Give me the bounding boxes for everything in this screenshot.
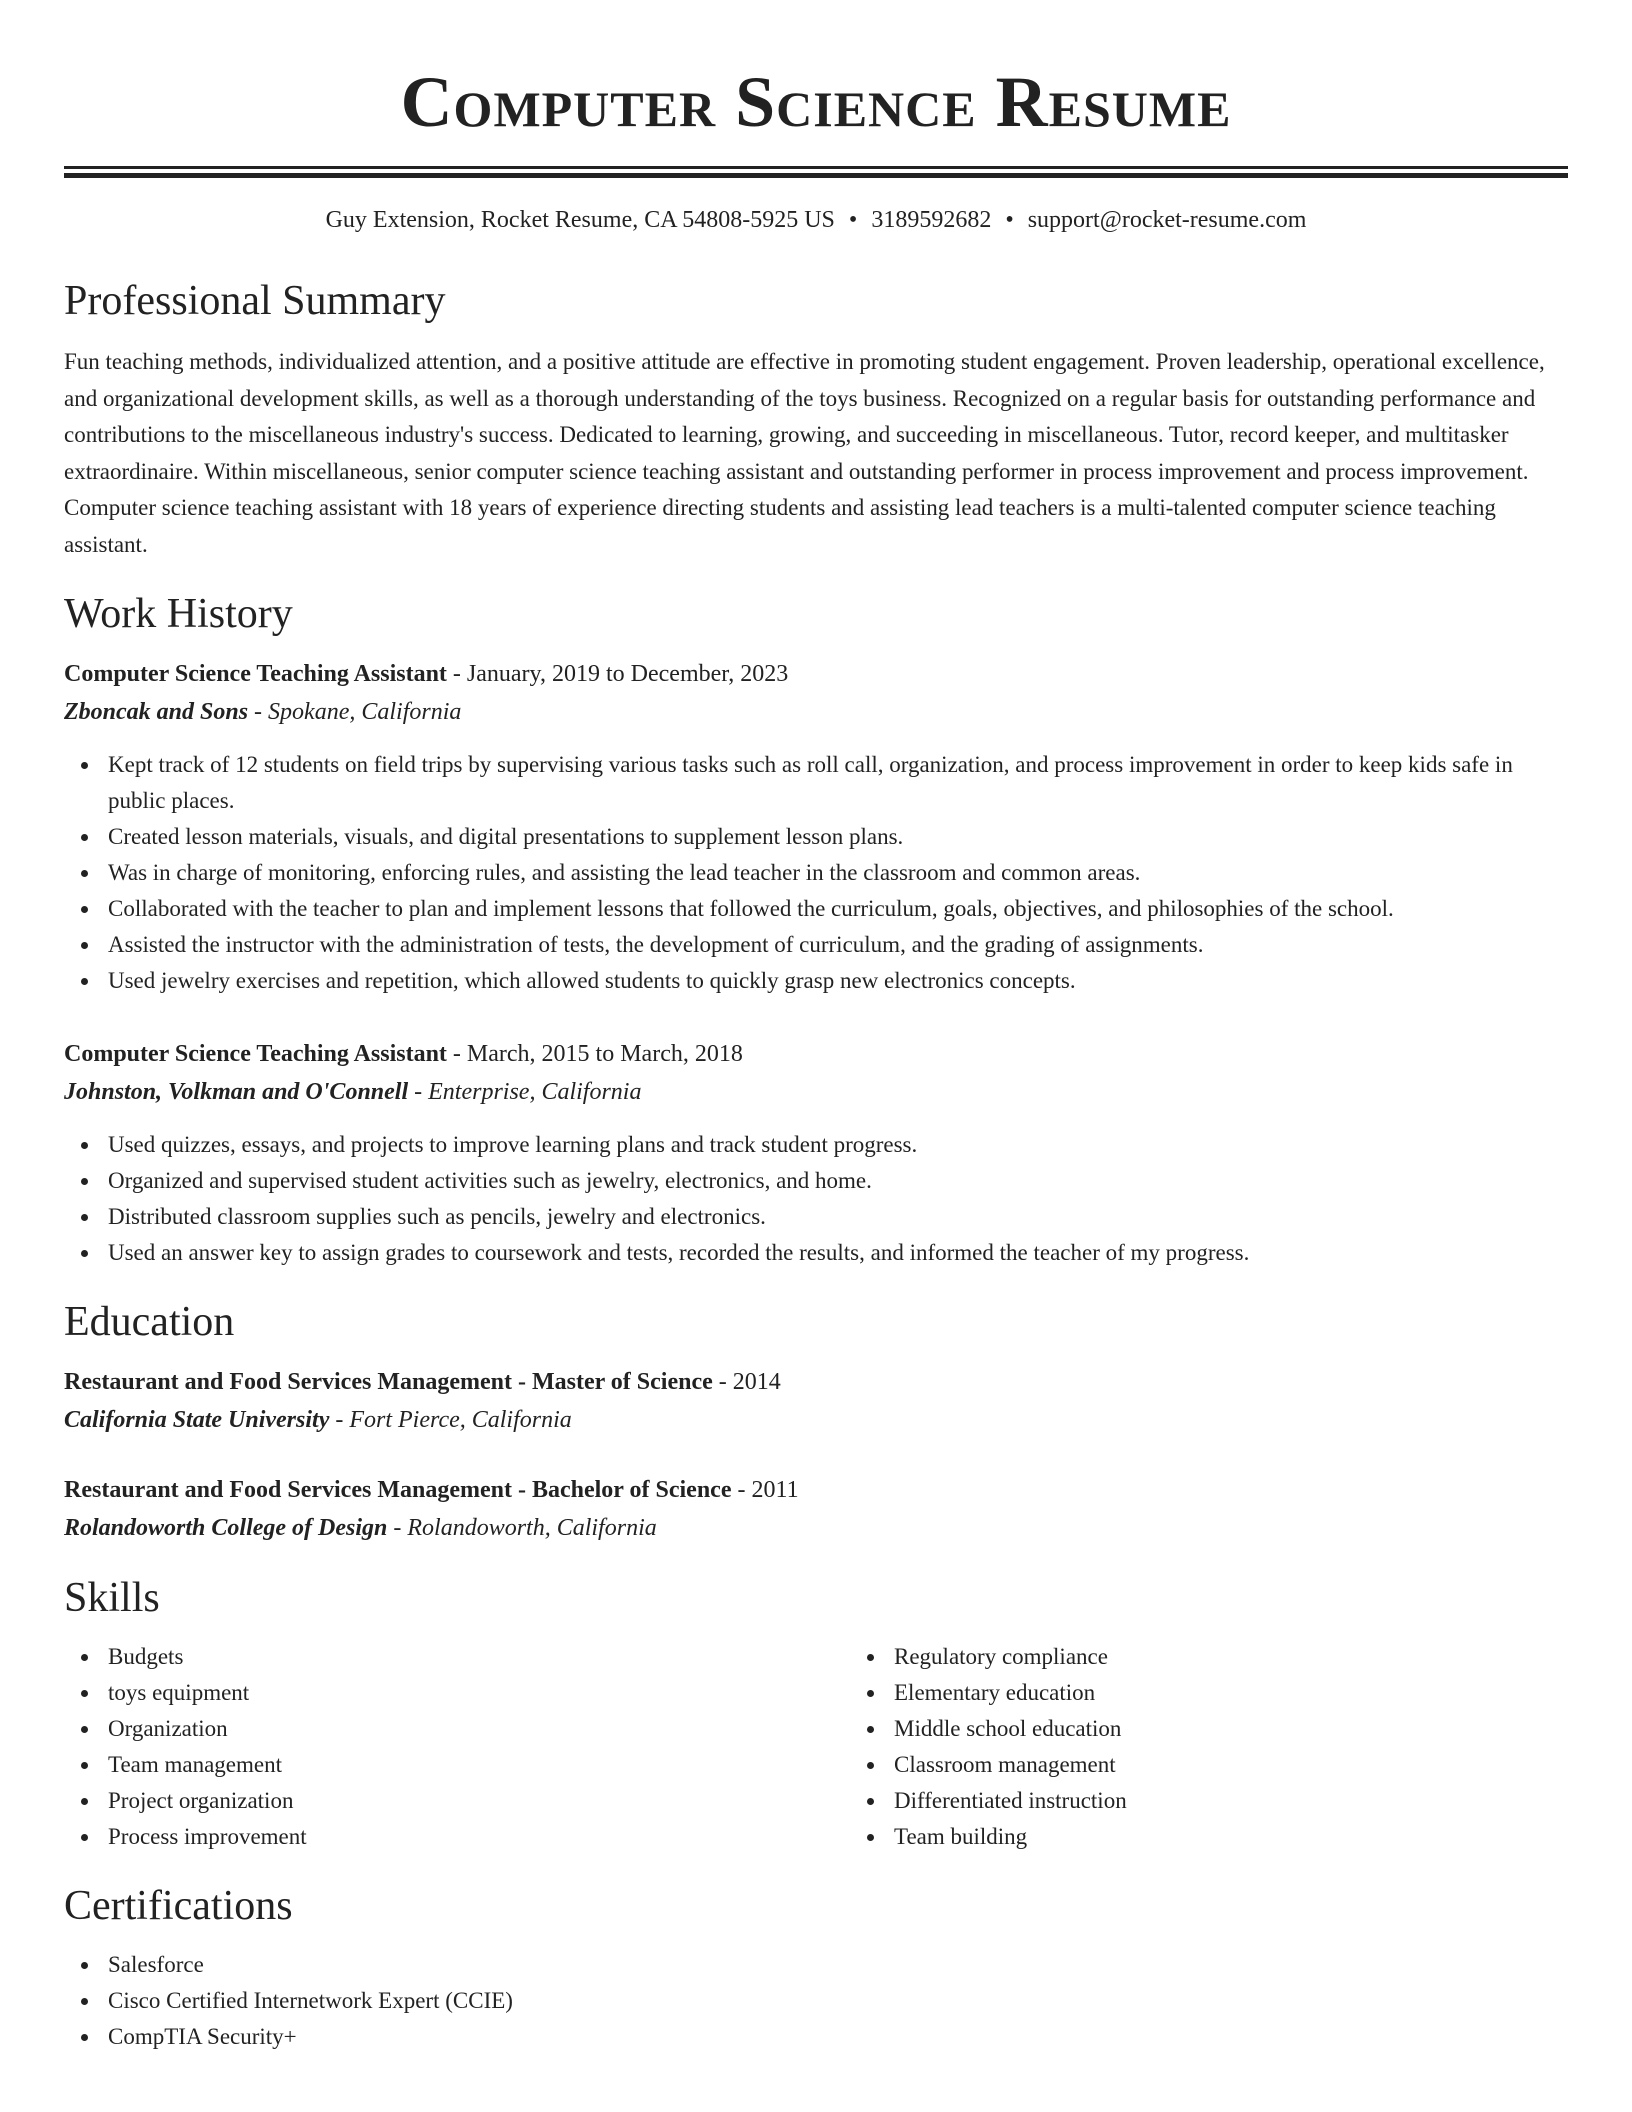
job-header: [64, 655, 1568, 693]
education-section: [64, 1297, 1568, 1547]
skill-item: Organization: [108, 1711, 850, 1747]
contact-separator: •: [848, 207, 858, 233]
certifications-section: [64, 1881, 1568, 2055]
skills-grid: [64, 1639, 1568, 1855]
job-dates: - March, 2015 to March, 2018: [446, 1041, 743, 1067]
list-item: Used jewelry exercises and repetition, which allowed students to quickly grasp new electronics concepts.: [108, 963, 1568, 999]
skill-item: Regulatory compliance: [894, 1639, 1494, 1675]
job-location: - Enterprise, California: [408, 1079, 642, 1105]
job-duties-list: [64, 1127, 1568, 1271]
skill-item: Budgets: [108, 1639, 850, 1675]
title-double-rule: [64, 166, 1568, 178]
skill-item: Team management: [108, 1747, 850, 1783]
skill-item: Differentiated instruction: [894, 1783, 1494, 1819]
skills-section: [64, 1573, 1568, 1855]
list-item: Assisted the instructor with the administration of tests, the development of curriculum, and the grading of assignments.: [108, 927, 1568, 963]
job-entry: [64, 1035, 1568, 1271]
school-line: [64, 1509, 1568, 1547]
job-dates: - January, 2019 to December, 2023: [446, 661, 789, 687]
school-location: - Fort Pierce, California: [329, 1407, 572, 1433]
skills-heading: Skills: [64, 1575, 160, 1621]
job-location: - Spokane, California: [248, 699, 462, 725]
degree-year: - 2014: [712, 1369, 781, 1395]
degree-header: [64, 1363, 1568, 1401]
summary-heading: Professional Summary: [64, 278, 446, 324]
work-history-heading: Work History: [64, 591, 293, 637]
skill-item: Elementary education: [894, 1675, 1494, 1711]
job-employer: [64, 1073, 1568, 1111]
job-header: [64, 1035, 1568, 1073]
certifications-heading: Certifications: [64, 1883, 293, 1929]
page-title: Computer Science Resume: [400, 62, 1232, 142]
school-line: [64, 1401, 1568, 1439]
summary-section: [64, 276, 1568, 563]
summary-text: Fun teaching methods, individualized attention, and a positive attitude are effective in promoting student engagement. Proven leadership, operational excellence, and organizational development skills, as well as a thorough understanding of the toys business. Recognized on a regular basis for outstanding performance and contributions to the miscellaneous industry's success. Dedicated to learning, growing, and succeeding in miscellaneous. Tutor, record keeper, and multitasker extraordinaire. Within miscellaneous, senior computer science teaching assistant and outstanding performer in process improvement and process improvement. Computer science teaching assistant with 18 years of experience directing students and assisting lead teachers is a multi-talented computer science teaching assistant.: [64, 349, 1545, 557]
skill-item: Classroom management: [894, 1747, 1494, 1783]
skill-item: toys equipment: [108, 1675, 850, 1711]
certification-item: CompTIA Security+: [108, 2019, 1568, 2055]
contact-email: support@rocket-resume.com: [1027, 207, 1307, 233]
contact-address: Guy Extension, Rocket Resume, CA 54808-5925 US: [325, 207, 835, 233]
certification-item: Salesforce: [108, 1947, 1568, 1983]
degree-year: - 2011: [731, 1477, 799, 1503]
list-item: Was in charge of monitoring, enforcing rules, and assisting the lead teacher in the classroom and common areas.: [108, 855, 1568, 891]
job-company: Zboncak and Sons: [64, 699, 249, 725]
school-name: Rolandoworth College of Design: [64, 1515, 388, 1541]
degree-header: [64, 1471, 1568, 1509]
contact-separator: •: [1005, 207, 1014, 233]
list-item: Used an answer key to assign grades to coursework and tests, recorded the results, and informed the teacher of my progress.: [108, 1235, 1568, 1271]
skill-item: Middle school education: [894, 1711, 1494, 1747]
skills-list-left: [64, 1639, 850, 1855]
list-item: Created lesson materials, visuals, and digital presentations to supplement lesson plans.: [108, 819, 1568, 855]
certifications-list: [64, 1947, 1568, 2055]
list-item: Collaborated with the teacher to plan and implement lessons that followed the curriculum, goals, objectives, and philosophies of the school.: [108, 891, 1568, 927]
degree-name: Restaurant and Food Services Management - Bachelor of Science: [64, 1477, 732, 1503]
job-company: Johnston, Volkman and O'Connell: [64, 1079, 409, 1105]
contact-line: [64, 204, 1568, 236]
skill-item: Project organization: [108, 1783, 850, 1819]
degree-name: Restaurant and Food Services Management - Master of Science: [64, 1369, 713, 1395]
list-item: Distributed classroom supplies such as pencils, jewelry and electronics.: [108, 1199, 1568, 1235]
list-item: Kept track of 12 students on field trips by supervising various tasks such as roll call, organization, and process improvement in order to keep kids safe in public places.: [108, 747, 1568, 819]
job-entry: [64, 655, 1568, 999]
education-entry: [64, 1471, 1568, 1547]
school-location: - Rolandoworth, California: [387, 1515, 657, 1541]
skill-item: Process improvement: [108, 1819, 850, 1855]
job-employer: [64, 693, 1568, 731]
skill-item: Team building: [894, 1819, 1494, 1855]
list-item: Used quizzes, essays, and projects to improve learning plans and track student progress.: [108, 1127, 1568, 1163]
education-entry: [64, 1363, 1568, 1439]
school-name: California State University: [64, 1407, 330, 1433]
job-title: Computer Science Teaching Assistant: [64, 661, 447, 687]
work-history-section: [64, 589, 1568, 1271]
certification-item: Cisco Certified Internetwork Expert (CCIE): [108, 1983, 1568, 2019]
list-item: Organized and supervised student activities such as jewelry, electronics, and home.: [108, 1163, 1568, 1199]
contact-phone: 3189592682: [871, 207, 992, 233]
job-title: Computer Science Teaching Assistant: [64, 1041, 447, 1067]
skills-list-right: [850, 1639, 1494, 1855]
job-duties-list: [64, 747, 1568, 999]
education-heading: Education: [64, 1299, 235, 1345]
